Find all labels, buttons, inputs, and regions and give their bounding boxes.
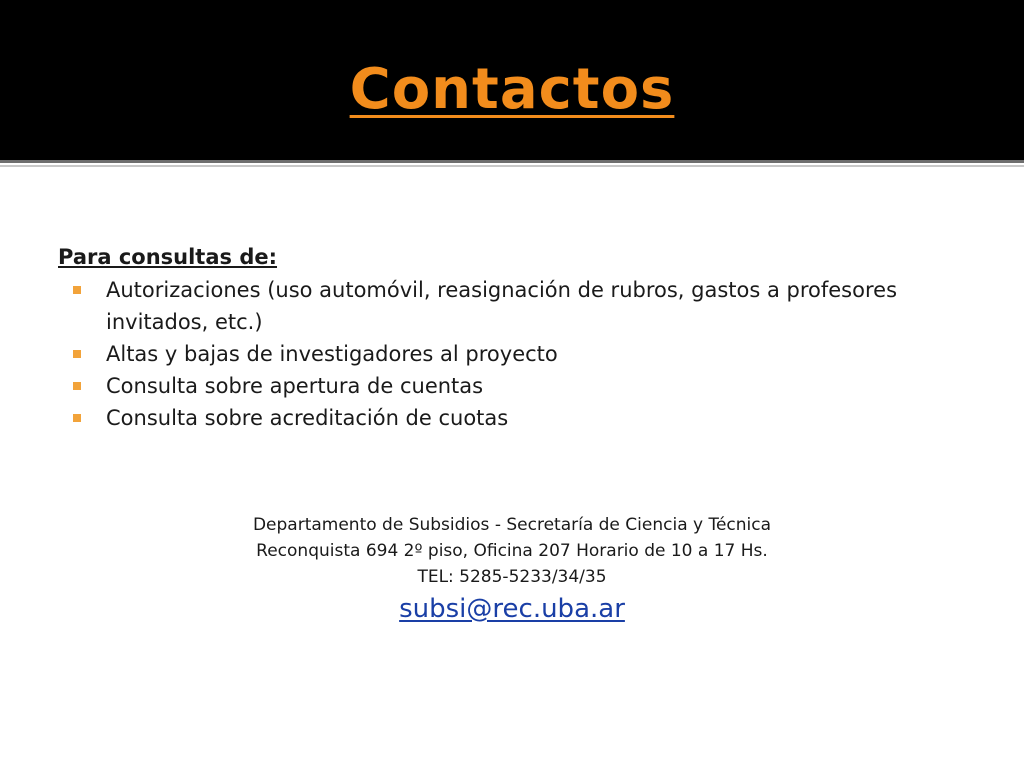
department-name: Departamento de Subsidios - Secretaría de Ciencia y Técnica — [252, 515, 772, 535]
phone-number: TEL: 5285-5233/34/35 — [417, 567, 607, 587]
list-item-text: Consulta sobre apertura de cuentas — [106, 374, 484, 398]
header-divider — [0, 160, 1024, 163]
square-bullet-icon — [73, 414, 81, 422]
header-divider-light — [0, 165, 1024, 167]
contact-info — [0, 512, 1024, 626]
list-item — [58, 402, 958, 434]
list-item — [58, 370, 958, 402]
list-item — [58, 274, 958, 338]
list-item-text: Consulta sobre acreditación de cuotas — [106, 406, 509, 430]
square-bullet-icon — [73, 350, 81, 358]
list-item-text: Altas y bajas de investigadores al proyecto — [106, 342, 558, 366]
square-bullet-icon — [73, 286, 81, 294]
email-link[interactable]: subsi@rec.uba.ar — [399, 594, 625, 624]
list-item — [58, 338, 958, 370]
consultas-heading: Para consultas de: — [58, 245, 278, 269]
office-address: Reconquista 694 2º piso, Oficina 207 Horario de 10 a 17 Hs. — [256, 541, 768, 561]
list-item-text: Autorizaciones (uso automóvil, reasignación de rubros, gastos a profesores invitados, etc.) — [106, 278, 898, 334]
square-bullet-icon — [73, 382, 81, 390]
slide-title: Contactos — [349, 57, 675, 122]
consultas-list — [58, 274, 958, 434]
